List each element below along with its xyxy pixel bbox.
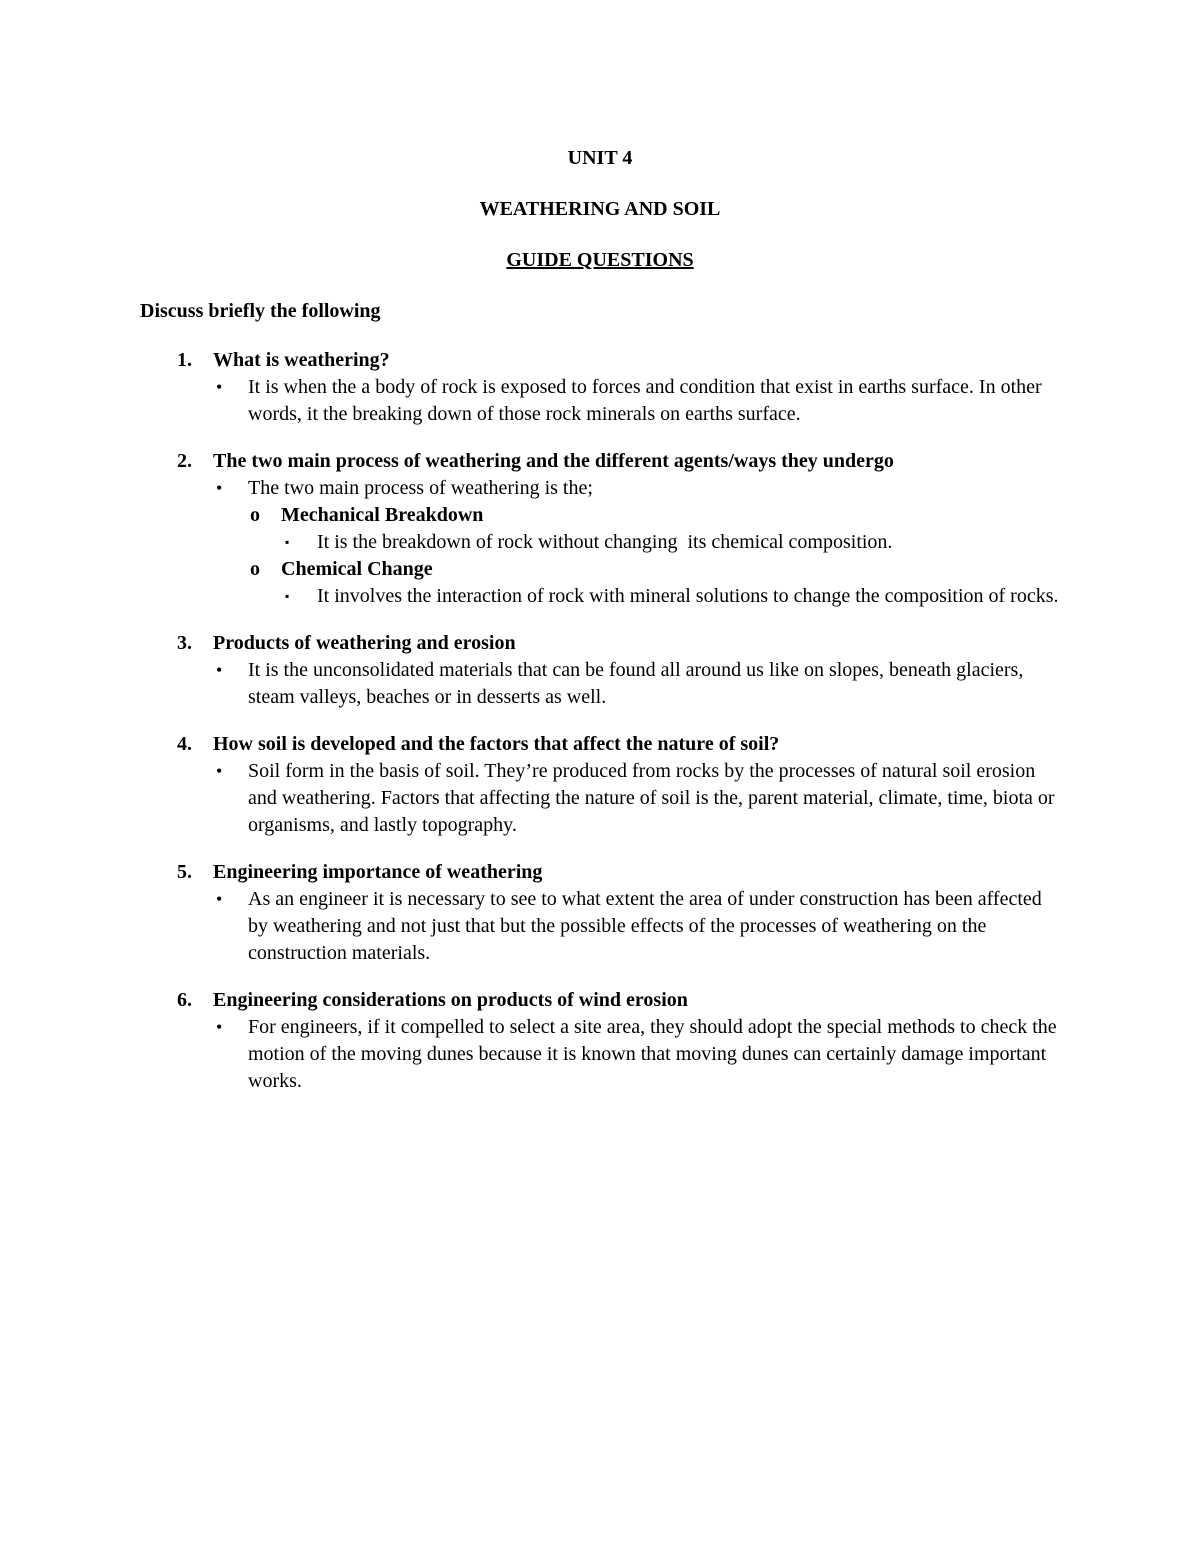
doc-title-unit: UNIT 4 <box>567 147 633 169</box>
list-item-text: As an engineer it is necessary to see to what extent the area of under construction has been affected by weathering and not just that but the possible effects of the processes of weathering on the construction materials. <box>248 888 1047 964</box>
list-item <box>140 758 1060 839</box>
question-3 <box>140 630 1060 711</box>
question-3-heading-row <box>140 630 1060 657</box>
list-item-text: Chemical Change <box>281 558 433 580</box>
bullet-dot-icon: • <box>216 761 223 781</box>
question-2 <box>140 448 1060 610</box>
question-number: 2. <box>177 450 192 472</box>
question-heading: Engineering considerations on products of wind erosion <box>213 989 688 1011</box>
list-item-text: It is the breakdown of rock without changing its chemical composition. <box>317 531 893 553</box>
list-item-text: Mechanical Breakdown <box>281 504 484 526</box>
doc-title-guide-questions: GUIDE QUESTIONS <box>506 249 694 271</box>
bullet-dot-icon: • <box>216 377 223 397</box>
question-heading: The two main process of weathering and the different agents/ways they undergo <box>213 450 894 472</box>
list-item <box>140 475 1060 502</box>
bullet-dot-icon: • <box>216 1017 223 1037</box>
list-item-text: It is the unconsolidated materials that can be found all around us like on slopes, beneath glaciers, steam valleys, beaches or in desserts as well. <box>248 659 1029 708</box>
bullet-square-icon: ▪ <box>285 535 290 549</box>
bullet-dot-icon: • <box>216 660 223 680</box>
list-item <box>140 374 1060 428</box>
list-item-text: Soil form in the basis of soil. They’re produced from rocks by the processes of natural soil erosion and weathering. Factors that affecting the nature of soil is the, parent material, climate, time, biota or organisms, and lastly topography. <box>248 760 1060 836</box>
question-number: 1. <box>177 349 192 371</box>
question-4-heading-row <box>140 731 1060 758</box>
bullet-dot-icon: • <box>216 478 223 498</box>
question-5 <box>140 859 1060 967</box>
bullet-circle-icon: o <box>250 558 260 580</box>
question-2-heading-row <box>140 448 1060 475</box>
intro-text: Discuss briefly the following <box>140 300 381 322</box>
list-item <box>140 502 1060 529</box>
question-6-heading-row <box>140 987 1060 1014</box>
question-1 <box>140 347 1060 428</box>
list-item-text: For engineers, if it compelled to select a site area, they should adopt the special methods to check the motion of the moving dunes because it is known that moving dunes can certainly damage important works. <box>248 1016 1062 1092</box>
question-number: 5. <box>177 861 192 883</box>
list-item <box>140 886 1060 967</box>
list-item-text: It involves the interaction of rock with mineral solutions to change the composition of rocks. <box>317 585 1059 607</box>
question-number: 6. <box>177 989 192 1011</box>
question-heading: What is weathering? <box>213 349 390 371</box>
bullet-dot-icon: • <box>216 889 223 909</box>
doc-title-subject: WEATHERING AND SOIL <box>479 198 721 220</box>
list-item <box>140 529 1060 556</box>
question-1-heading-row <box>140 347 1060 374</box>
question-heading: Engineering importance of weathering <box>213 861 543 883</box>
list-item <box>140 583 1060 610</box>
bullet-circle-icon: o <box>250 504 260 526</box>
list-item-text: The two main process of weathering is the; <box>248 477 593 499</box>
question-heading: How soil is developed and the factors that affect the nature of soil? <box>213 733 780 755</box>
question-4 <box>140 731 1060 839</box>
list-item <box>140 556 1060 583</box>
bullet-square-icon: ▪ <box>285 589 290 603</box>
question-5-heading-row <box>140 859 1060 886</box>
question-6 <box>140 987 1060 1095</box>
list-item-text: It is when the a body of rock is exposed to forces and condition that exist in earths surface. In other words, it the breaking down of those rock minerals on earths surface. <box>248 376 1047 425</box>
list-item <box>140 657 1060 711</box>
question-heading: Products of weathering and erosion <box>213 632 516 654</box>
question-number: 4. <box>177 733 192 755</box>
question-number: 3. <box>177 632 192 654</box>
list-item <box>140 1014 1060 1095</box>
